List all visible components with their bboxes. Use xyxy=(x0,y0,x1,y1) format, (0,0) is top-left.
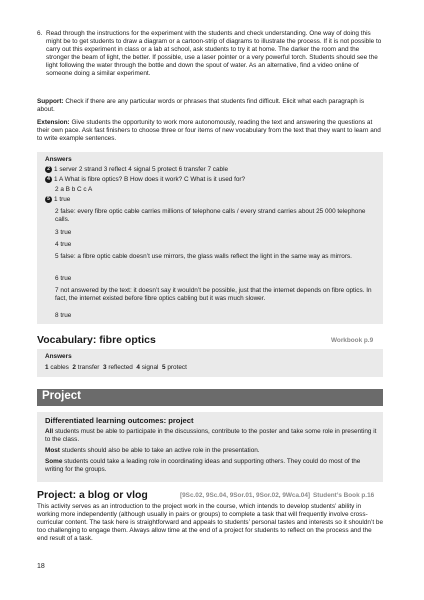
answer-text: 1 server 2 strand 3 reflect 4 signal 5 protect 6 transfer 7 cable xyxy=(54,166,229,174)
answer-text: 1 true xyxy=(54,196,71,204)
outcomes-heading: Differentiated learning outcomes: project xyxy=(45,416,194,425)
answer-number: 1 xyxy=(45,364,49,371)
outcome-text: students should also be able to take an active role in the presentation. xyxy=(59,447,260,454)
answer-exercise-5 xyxy=(45,196,379,204)
outcome-label: All xyxy=(45,428,54,435)
answer-number: 5 xyxy=(162,364,166,371)
curriculum-codes: [9Sc.02, 9Sc.04, 9Sor.01, 9Sor.02, 9Wca.04] xyxy=(180,492,311,499)
step-number: 6. xyxy=(37,30,43,37)
workbook-reference: Workbook p.9 xyxy=(331,337,374,344)
answer-number: 2 xyxy=(72,364,76,371)
answer-number: 3 xyxy=(102,364,107,371)
answer-item: 6 true xyxy=(55,275,72,282)
step-text: Read through the instructions for the experiment with the students and check understanding. One way of doing this might be to get students to draw a diagram or a cartoon-strip of diagrams to illustrate the process. If it is not possible to carry out this experiment in class or a lab at school, ask students to try it at home. The darker the room and the stronger the beam of light, the better. If possible, use a laser pointer or a very powerful torch. Students should see the light following the water through the bottle and down the spout of water. As an alternative, find a video online of someone doing a similar experiment. xyxy=(46,30,382,77)
outcome-label: Some xyxy=(45,458,63,465)
answer-exercise-2 xyxy=(45,166,379,174)
students-book-reference: Student’s Book p.16 xyxy=(313,492,375,499)
answer-item: 2 false: every fibre optic cable carries millions of telephone calls / every strand carries about 25 000 telephone calls. xyxy=(55,208,366,223)
extension-label: Extension: xyxy=(37,119,70,126)
answer-item: 4 true xyxy=(55,241,72,248)
answers-heading: Answers xyxy=(45,156,72,163)
answer-number: 4 xyxy=(136,364,140,371)
extension-text: Give students the opportunity to work more autonomously, reading the text and answering the questions at their own pace. Ask fast finishers to choose three or four items of new vocabulary from the text that they want to learn and to write example sentences. xyxy=(37,119,381,142)
answer-exercise-4 xyxy=(45,176,379,184)
answers-box xyxy=(37,152,383,324)
answer-item: 3 true xyxy=(55,229,72,236)
answer-word: signal xyxy=(141,364,159,371)
support-label: Support: xyxy=(37,98,64,105)
answer-text: 1 A What is fibre optics? B How does it work? C What is it used for? xyxy=(54,176,246,184)
support-paragraph xyxy=(37,98,383,114)
exercise-number-badge: 2 xyxy=(45,166,52,173)
answer-word: transfer xyxy=(77,364,100,371)
vocabulary-answers xyxy=(45,364,379,372)
project-banner xyxy=(37,389,383,406)
answer-item: 8 true xyxy=(55,312,72,319)
outcome-some xyxy=(45,458,377,474)
exercise-number-badge: 5 xyxy=(45,196,52,203)
extension-paragraph xyxy=(37,119,383,143)
outcome-all xyxy=(45,428,377,444)
answer-item: 5 false: a fibre optic cable doesn’t use mirrors, the glass walls reflect the light in the same way as mirrors. xyxy=(55,253,352,260)
answer-word: cables xyxy=(50,364,69,371)
support-text: Check if there are any particular words or phrases that students find difficult. Elicit what each paragraph is about. xyxy=(37,98,365,113)
vocabulary-heading: Vocabulary: fibre optics xyxy=(37,334,156,346)
vocabulary-answers-box xyxy=(37,349,383,377)
outcome-text: students could take a leading role in coordinating ideas and supporting others. They could do most of the writing for the groups. xyxy=(45,458,361,473)
project-blog-text: This activity serves as an introduction to the project work in the course, which intends to develop students’ ability in working more independently (although usually in pairs or groups) to complete a task that will frequently involve cross-curricular content. The task here is straightforward and appeals to students’ personal tastes and interests so it shouldn’t be too challenging to engage them. Always allow time at the end of a project for students to reflect on the process and the end result of a task. xyxy=(37,503,383,542)
answer-word: protect xyxy=(167,364,187,371)
page-number: 18 xyxy=(37,563,45,570)
learning-outcomes-box xyxy=(37,412,383,482)
outcome-most xyxy=(45,447,377,455)
exercise-number-badge: 4 xyxy=(45,176,52,183)
answer-word: reflected xyxy=(108,364,133,371)
outcome-label: Most xyxy=(45,447,60,454)
answers-heading: Answers xyxy=(45,353,72,360)
outcome-text: students must be able to participate in the discussions, contribute to the poster and take some role in presenting it to the class. xyxy=(45,428,377,443)
step-6 xyxy=(37,30,383,77)
project-banner-title: Project xyxy=(42,390,81,402)
answer-item: 7 not answered by the text: it doesn’t say it wouldn’t be possible, just that the internet depends on fibre optics. In fact, the internet existed before fibre optics cabling but it was much slower. xyxy=(55,287,372,302)
project-blog-heading: Project: a blog or vlog xyxy=(37,489,148,501)
answer-exercise-4-line-2: 2 a B b C c A xyxy=(55,186,93,193)
